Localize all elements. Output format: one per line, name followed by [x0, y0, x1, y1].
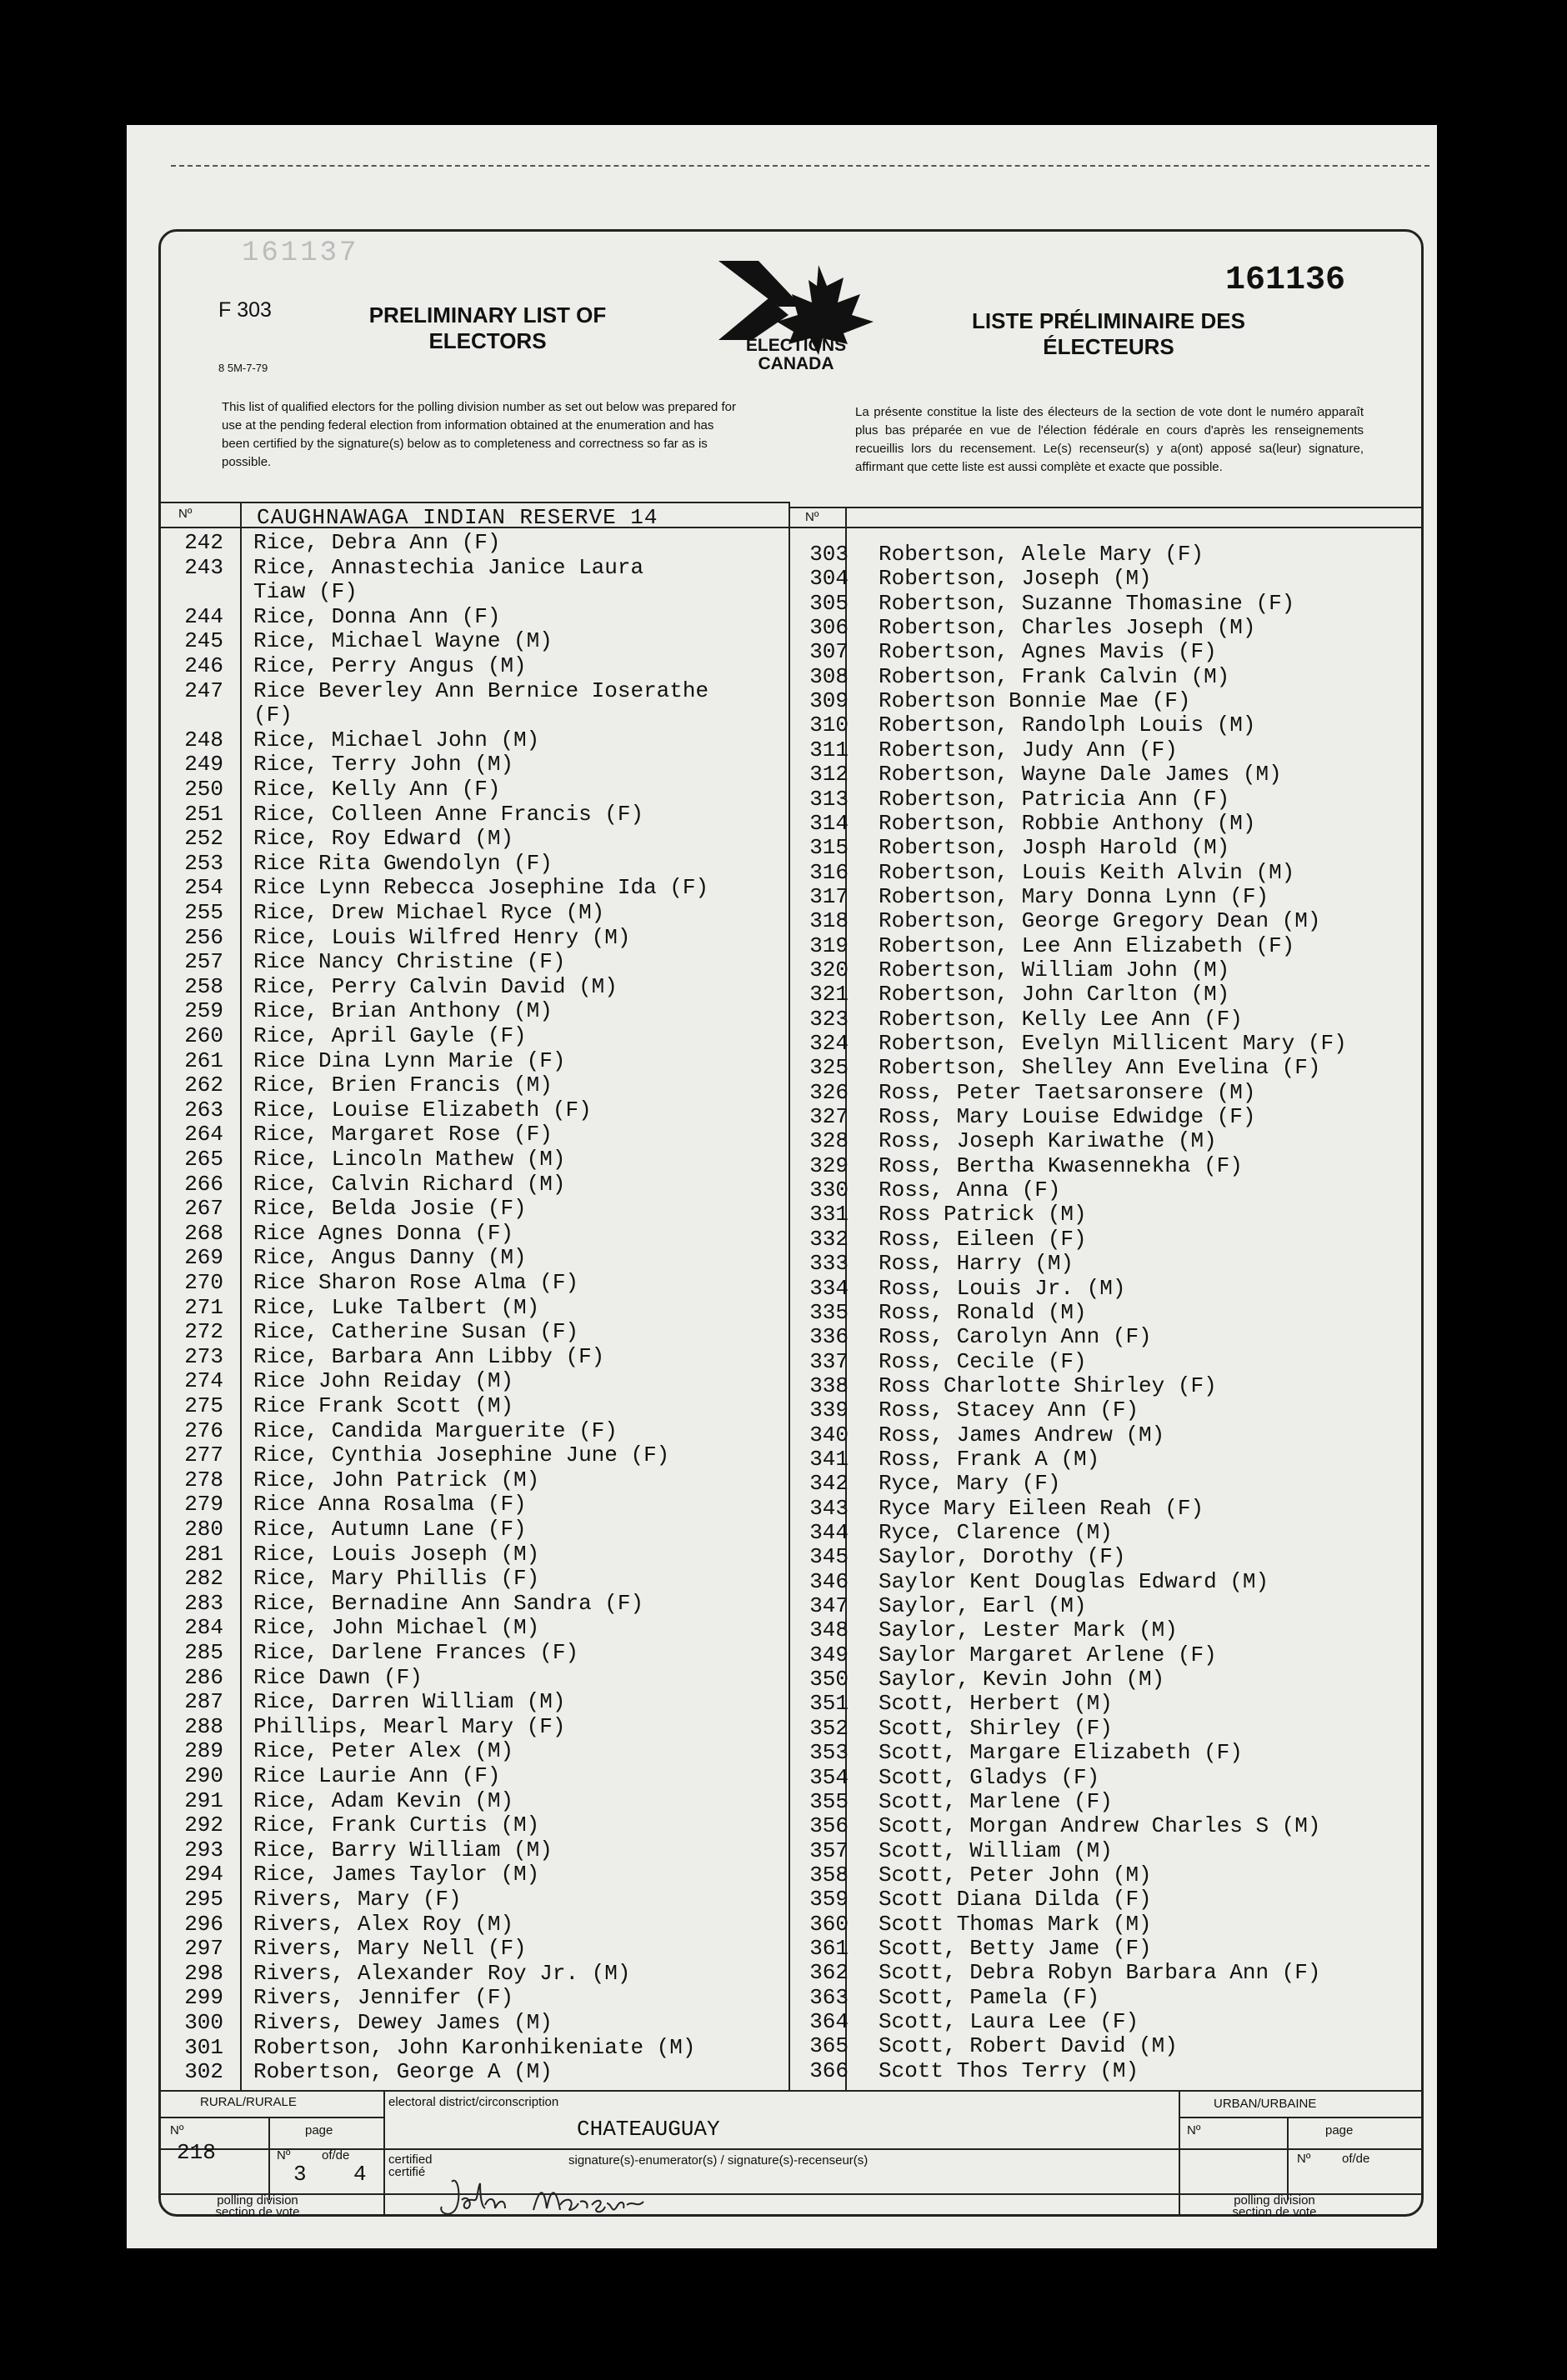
urban-no-label: Nº: [1187, 2123, 1201, 2138]
elector-name: Scott, Margare Elizabeth (F): [879, 1740, 1243, 1766]
elector-name: Ross, Bertha Kwasennekha (F): [879, 1152, 1243, 1178]
elector-name: Ross, Joseph Kariwathe (M): [879, 1128, 1217, 1154]
elector-number: 355: [809, 1788, 849, 1814]
elector-number: 261: [184, 1048, 223, 1073]
elector-name: Scott, Morgan Andrew Charles S (M): [879, 1813, 1321, 1839]
elector-name: Ross, Frank A (M): [879, 1446, 1100, 1472]
elector-name: Rice, Perry Calvin David (M): [253, 973, 618, 999]
elector-name: Rice, Adam Kevin (M): [253, 1788, 514, 1813]
page-edge-dashes: [171, 165, 1429, 167]
logo-line-1: ELECTIONS: [745, 336, 847, 355]
elector-number: 289: [184, 1738, 223, 1764]
elector-name: Rice Lynn Rebecca Josephine Ida (F): [253, 875, 709, 901]
elector-number: 300: [184, 2010, 223, 2035]
urban-label: URBAN/URBAINE: [1214, 2097, 1317, 2111]
elector-name: Rice Anna Rosalma (F): [253, 1492, 527, 1518]
elector-number: 247: [184, 678, 223, 703]
enumerator-signature: [433, 2167, 717, 2225]
elector-name: Rivers, Jennifer (F): [253, 1985, 514, 2011]
elector-name: Rice, Angus Danny (M): [253, 1245, 527, 1271]
elector-number: 321: [809, 982, 849, 1008]
elector-number: 349: [809, 1642, 849, 1668]
elector-number: 333: [809, 1251, 849, 1277]
elector-name: Rice Nancy Christine (F): [253, 949, 566, 975]
title-english: [333, 302, 642, 354]
elector-number: 277: [184, 1442, 223, 1468]
elector-number: 263: [184, 1097, 223, 1122]
elector-number: 345: [809, 1544, 849, 1570]
elector-number: 256: [184, 924, 223, 950]
page-total: 4: [353, 2162, 367, 2187]
elector-number: 341: [809, 1446, 849, 1472]
elector-number: 282: [184, 1566, 223, 1592]
elector-name: Robertson, Frank Calvin (M): [879, 663, 1230, 689]
elector-number: 335: [809, 1299, 849, 1325]
elector-number: 286: [184, 1664, 223, 1690]
intro-french: La présente constitue la liste des électeurs de la section de vote dont le numéro apparaît plus bas préparée en vue de l'élection fédérale en cours d'après les renseignements recueillis lors du recensement. Le(s) recenseur(s) y a(ont) apposé sa(leur) signature, affirmant que cette liste est aussi complète et exacte que possible.: [855, 405, 1364, 474]
elector-name: Ross Charlotte Shirley (F): [879, 1372, 1217, 1398]
elector-name: Rice, April Gayle (F): [253, 1023, 527, 1048]
elector-number: 309: [809, 688, 849, 714]
elector-name: Scott, William (M): [879, 1838, 1113, 1863]
elector-name: Phillips, Mearl Mary (F): [253, 1713, 566, 1739]
elector-number: 307: [809, 639, 849, 665]
elector-number: 358: [809, 1862, 849, 1888]
elector-name: Ross, James Andrew (M): [879, 1422, 1165, 1448]
elector-name: Rice, Frank Curtis (M): [253, 1812, 540, 1838]
elector-name: Robertson, Charles Joseph (M): [879, 615, 1256, 641]
elector-name: Robertson, Wayne Dale James (M): [879, 762, 1282, 788]
elector-number: 313: [809, 786, 849, 812]
elector-number: 331: [809, 1202, 849, 1228]
reserve-name: CAUGHNAWAGA INDIAN RESERVE 14: [257, 505, 658, 530]
certified-label: certified certifié: [388, 2152, 433, 2179]
elector-number: 290: [184, 1763, 223, 1788]
elector-number: 327: [809, 1104, 849, 1130]
elector-number: 288: [184, 1713, 223, 1739]
elector-number: 285: [184, 1640, 223, 1665]
left-number-divider: [240, 502, 242, 2092]
elector-name: Ross, Cecile (F): [879, 1348, 1087, 1374]
elector-number: 344: [809, 1520, 849, 1545]
elector-name: Saylor Margaret Arlene (F): [879, 1642, 1217, 1668]
elector-number: 291: [184, 1788, 223, 1813]
elector-number: 312: [809, 762, 849, 788]
elector-number: 296: [184, 1911, 223, 1937]
elector-name: Rice, Mary Phillis (F): [253, 1566, 540, 1592]
elector-number: 347: [809, 1593, 849, 1619]
elector-name: Rice, Brien Francis (M): [253, 1072, 553, 1098]
title-english-line-1: PRELIMINARY LIST OF: [368, 302, 607, 328]
elector-name: Scott, Herbert (M): [879, 1691, 1113, 1717]
elector-name: Rice Dina Lynn Marie (F): [253, 1048, 566, 1073]
elector-number: 254: [184, 875, 223, 901]
elector-number: 365: [809, 2033, 849, 2059]
elector-name: Robertson, John Carlton (M): [879, 982, 1230, 1008]
elector-name: Rice, Perry Angus (M): [253, 653, 527, 678]
elector-name: Robertson, Lee Ann Elizabeth (F): [879, 932, 1295, 958]
elector-number: 251: [184, 801, 223, 827]
elector-name: Rice, John Michael (M): [253, 1615, 540, 1641]
elector-name: Rice, Terry John (M): [253, 752, 514, 778]
elector-number: 287: [184, 1689, 223, 1715]
elector-name: Saylor, Earl (M): [879, 1593, 1087, 1619]
elector-name: Rice, Autumn Lane (F): [253, 1517, 527, 1542]
elector-number: 272: [184, 1319, 223, 1345]
elector-name: Robertson, Kelly Lee Ann (F): [879, 1006, 1243, 1032]
elector-name: Robertson, Joseph (M): [879, 566, 1152, 592]
elector-name: Rice, Luke Talbert (M): [253, 1294, 540, 1320]
elector-name: Scott, Pamela (F): [879, 1984, 1100, 2010]
elector-name: Tiaw (F): [253, 579, 358, 605]
elector-name: Rice, Colleen Anne Francis (F): [253, 801, 644, 827]
elector-number: 318: [809, 908, 849, 934]
elector-name: Rice, Kelly Ann (F): [253, 777, 501, 802]
elector-number: 361: [809, 1935, 849, 1961]
elector-number: 336: [809, 1324, 849, 1350]
elector-name: Ross, Harry (M): [879, 1251, 1074, 1277]
elector-name: Saylor, Kevin John (M): [879, 1667, 1165, 1692]
elector-name: Rivers, Alex Roy (M): [253, 1911, 514, 1937]
right-no-label: Nº: [805, 510, 819, 524]
elector-name: Rice, Calvin Richard (M): [253, 1171, 566, 1197]
elector-name: Scott, Robert David (M): [879, 2033, 1178, 2059]
elector-number: 281: [184, 1541, 223, 1567]
elector-name: Rice, Lincoln Mathew (M): [253, 1147, 566, 1172]
elector-name: Saylor, Lester Mark (M): [879, 1618, 1178, 1643]
rural-page-label: page: [305, 2123, 333, 2138]
elector-number: 338: [809, 1372, 849, 1398]
elector-name: Rice Laurie Ann (F): [253, 1763, 501, 1788]
elector-name: (F): [253, 702, 293, 728]
footer-urban-sub-line: [1179, 2117, 1424, 2118]
elector-number: 268: [184, 1220, 223, 1246]
elector-number: 352: [809, 1715, 849, 1741]
urban-polling-label: polling division section de vote: [1232, 2193, 1317, 2219]
elector-number: 343: [809, 1495, 849, 1521]
serial-number: 161136: [1225, 262, 1346, 299]
elector-name: Rice, Darren William (M): [253, 1689, 566, 1715]
elector-number: 262: [184, 1072, 223, 1098]
elector-number: 242: [184, 530, 223, 555]
elector-number: 348: [809, 1618, 849, 1643]
elector-number: 323: [809, 1006, 849, 1032]
elector-name: Robertson, William John (M): [879, 957, 1230, 982]
left-no-label: Nº: [178, 507, 193, 521]
elector-name: Saylor Kent Douglas Edward (M): [879, 1568, 1269, 1594]
elector-number: 366: [809, 2058, 849, 2083]
elector-number: 258: [184, 973, 223, 999]
elector-name: Rice John Reiday (M): [253, 1368, 514, 1394]
elector-number: 284: [184, 1615, 223, 1641]
elector-name: Ross, Louis Jr. (M): [879, 1275, 1126, 1301]
rural-of-label: of/de: [322, 2148, 350, 2162]
logo-wordmark: [700, 337, 892, 373]
elector-number: 260: [184, 1023, 223, 1048]
elector-name: Scott, Laura Lee (F): [879, 2009, 1139, 2034]
signature-label: signature(s)-enumerator(s) / signature(s)-recenseur(s): [568, 2153, 869, 2168]
elector-number: 305: [809, 590, 849, 616]
rural-label: RURAL/RURALE: [200, 2095, 297, 2109]
title-english-line-2: ELECTORS: [428, 328, 547, 353]
elector-number: 269: [184, 1245, 223, 1271]
elector-name: Rice, James Taylor (M): [253, 1862, 540, 1888]
rural-no-label: Nº: [170, 2123, 184, 2138]
elector-name: Ross, Mary Louise Edwidge (F): [879, 1104, 1256, 1130]
elector-number: 303: [809, 542, 849, 567]
elector-name: Robertson, Evelyn Millicent Mary (F): [879, 1031, 1347, 1056]
elector-name: Rice Beverley Ann Bernice Ioserathe: [253, 678, 709, 703]
elector-number: 278: [184, 1467, 223, 1492]
elector-name: Rice, Roy Edward (M): [253, 826, 514, 852]
elector-number: 293: [184, 1837, 223, 1862]
logo-line-2: CANADA: [758, 354, 834, 373]
elector-name: Rice Rita Gwendolyn (F): [253, 850, 553, 876]
elector-name: Robertson, Agnes Mavis (F): [879, 639, 1217, 665]
elector-name: Rice, Barry William (M): [253, 1837, 553, 1862]
elector-number: 317: [809, 883, 849, 909]
elector-number: 328: [809, 1128, 849, 1154]
elector-number: 319: [809, 932, 849, 958]
print-code: 8 5M-7-79: [218, 362, 268, 374]
elector-number: 252: [184, 826, 223, 852]
elector-name: Ross Patrick (M): [879, 1202, 1087, 1228]
elector-number: 329: [809, 1152, 849, 1178]
elector-number: 265: [184, 1147, 223, 1172]
elector-number: 339: [809, 1398, 849, 1423]
elector-number: 340: [809, 1422, 849, 1448]
elector-name: Scott, Gladys (F): [879, 1764, 1100, 1790]
elector-number: 311: [809, 737, 849, 762]
title-french-line-1: LISTE PRÉLIMINAIRE DES: [972, 308, 1245, 333]
elector-name: Robertson, Louis Keith Alvin (M): [879, 859, 1295, 885]
list-header-top: [158, 502, 789, 503]
elector-name: Rice, Margaret Rose (F): [253, 1122, 553, 1148]
elector-number: 249: [184, 752, 223, 778]
elector-name: Rice, Debra Ann (F): [253, 530, 501, 555]
elector-number: 244: [184, 603, 223, 629]
elector-number: 308: [809, 663, 849, 689]
elector-name: Robertson, George A (M): [253, 2059, 553, 2085]
elector-number: 283: [184, 1590, 223, 1616]
elector-name: Rice, Drew Michael Ryce (M): [253, 900, 605, 925]
elector-number: 295: [184, 1887, 223, 1912]
elector-name: Scott Thos Terry (M): [879, 2058, 1139, 2083]
elector-number: 253: [184, 850, 223, 876]
footer-urban-divider: [1179, 2090, 1180, 2217]
elector-name: Robertson, Mary Donna Lynn (F): [879, 883, 1269, 909]
elector-number: 259: [184, 998, 223, 1024]
elector-number: 274: [184, 1368, 223, 1394]
elector-number: 275: [184, 1393, 223, 1418]
elector-number: 243: [184, 554, 223, 580]
elector-name: Ross, Carolyn Ann (F): [879, 1324, 1152, 1350]
elector-number: 330: [809, 1178, 849, 1203]
elector-name: Rice Dawn (F): [253, 1664, 423, 1690]
footer-top-line: [158, 2090, 1424, 2092]
elector-name: Ross, Stacey Ann (F): [879, 1398, 1139, 1423]
list-header-top-right: [789, 507, 1424, 508]
elector-number: 302: [184, 2059, 223, 2085]
elector-name: Robertson, Patricia Ann (F): [879, 786, 1230, 812]
rural-polling-label: polling division section de vote: [215, 2193, 300, 2219]
intro-english: This list of qualified electors for the polling division number as set out below was prepared for use at the pending federal election from information obtained at the enumeration and has been certified by the signature(s) below as to completeness and correctness so far as is possible.: [222, 400, 736, 469]
urban-page-no-label: Nº: [1297, 2152, 1311, 2166]
elector-name: Rice, Brian Anthony (M): [253, 998, 553, 1024]
elector-number: 270: [184, 1270, 223, 1295]
elector-number: 276: [184, 1418, 223, 1443]
elector-number: 266: [184, 1171, 223, 1197]
footer-rural-sub-line: [158, 2117, 383, 2118]
elector-number: 324: [809, 1031, 849, 1056]
elector-number: 315: [809, 835, 849, 861]
elector-number: 356: [809, 1813, 849, 1839]
rural-page-no-label: Nº: [277, 2148, 291, 2162]
elector-name: Scott, Shirley (F): [879, 1715, 1113, 1741]
elector-number: 342: [809, 1471, 849, 1497]
elector-number: 280: [184, 1517, 223, 1542]
elector-name: Rice, Peter Alex (M): [253, 1738, 514, 1764]
elector-name: Scott, Debra Robyn Barbara Ann (F): [879, 1960, 1321, 1986]
urban-page-label: page: [1325, 2123, 1354, 2138]
elector-number: 248: [184, 727, 223, 752]
elector-name: Rice, Cynthia Josephine June (F): [253, 1442, 670, 1468]
elector-name: Rice, Louis Wilfred Henry (M): [253, 924, 631, 950]
title-french: [950, 308, 1267, 360]
elector-name: Rice, Annastechia Janice Laura: [253, 554, 644, 580]
elector-name: Rice Frank Scott (M): [253, 1393, 514, 1418]
elector-number: 325: [809, 1055, 849, 1081]
page-number: 3: [293, 2162, 307, 2187]
elector-name: Rivers, Mary Nell (F): [253, 1936, 527, 1962]
elector-number: 314: [809, 810, 849, 836]
elector-name: Ryce, Mary (F): [879, 1471, 1061, 1497]
elector-name: Robertson, Alele Mary (F): [879, 542, 1204, 567]
elector-number: 351: [809, 1691, 849, 1717]
elector-name: Scott Thomas Mark (M): [879, 1911, 1152, 1937]
elector-number: 299: [184, 1985, 223, 2011]
elector-number: 297: [184, 1936, 223, 1962]
elector-number: 292: [184, 1812, 223, 1838]
elector-number: 334: [809, 1275, 849, 1301]
elector-name: Robertson, Randolph Louis (M): [879, 712, 1256, 738]
elector-number: 320: [809, 957, 849, 982]
elector-name: Rivers, Alexander Roy Jr. (M): [253, 1960, 631, 1986]
elector-number: 354: [809, 1764, 849, 1790]
elector-number: 353: [809, 1740, 849, 1766]
elector-name: Rice, Donna Ann (F): [253, 603, 501, 629]
elector-name: Rice, Louise Elizabeth (F): [253, 1097, 592, 1122]
elector-name: Rice, John Patrick (M): [253, 1467, 540, 1492]
elector-name: Scott, Peter John (M): [879, 1862, 1152, 1888]
elector-name: Robertson, John Karonhikeniate (M): [253, 2034, 696, 2060]
elector-name: Rice, Michael John (M): [253, 727, 540, 752]
bleed-through-serial: 161137: [242, 238, 359, 269]
elector-name: Robertson, George Gregory Dean (M): [879, 908, 1321, 934]
elector-name: Scott, Betty Jame (F): [879, 1935, 1152, 1961]
elector-name: Robertson Bonnie Mae (F): [879, 688, 1191, 714]
elector-number: 271: [184, 1294, 223, 1320]
elector-number: 245: [184, 628, 223, 654]
elector-name: Robertson, Josph Harold (M): [879, 835, 1230, 861]
elector-number: 267: [184, 1196, 223, 1222]
elector-number: 337: [809, 1348, 849, 1374]
elector-number: 326: [809, 1079, 849, 1105]
elector-name: Rice, Belda Josie (F): [253, 1196, 527, 1222]
district-label: electoral district/circonscription: [388, 2095, 559, 2109]
elector-name: Saylor, Dorothy (F): [879, 1544, 1126, 1570]
elector-number: 301: [184, 2034, 223, 2060]
elector-number: 346: [809, 1568, 849, 1594]
form-code: F 303: [218, 298, 272, 322]
elector-name: Rice, Darlene Frances (F): [253, 1640, 579, 1665]
elector-number: 255: [184, 900, 223, 925]
title-french-line-2: ÉLECTEURS: [1043, 334, 1174, 359]
polling-division-number: 218: [177, 2140, 216, 2165]
elector-name: Robertson, Suzanne Thomasine (F): [879, 590, 1295, 616]
elector-name: Scott, Marlene (F): [879, 1788, 1113, 1814]
elector-name: Robertson, Robbie Anthony (M): [879, 810, 1256, 836]
elector-number: 246: [184, 653, 223, 678]
elector-name: Robertson, Shelley Ann Evelina (F): [879, 1055, 1321, 1081]
elector-number: 310: [809, 712, 849, 738]
elector-name: Ross, Eileen (F): [879, 1226, 1087, 1252]
elector-number: 332: [809, 1226, 849, 1252]
elector-name: Rice Agnes Donna (F): [253, 1220, 514, 1246]
elector-name: Rice, Candida Marguerite (F): [253, 1418, 618, 1443]
elector-name: Ross, Anna (F): [879, 1178, 1061, 1203]
urban-of-label: of/de: [1342, 2152, 1370, 2166]
elector-number: 304: [809, 566, 849, 592]
elector-number: 357: [809, 1838, 849, 1863]
elector-number: 264: [184, 1122, 223, 1148]
elector-number: 360: [809, 1911, 849, 1937]
elector-number: 294: [184, 1862, 223, 1888]
elector-number: 362: [809, 1960, 849, 1986]
elector-number: 364: [809, 2009, 849, 2034]
elector-number: 279: [184, 1492, 223, 1518]
elector-number: 316: [809, 859, 849, 885]
elector-name: Ross, Ronald (M): [879, 1299, 1087, 1325]
elector-number: 298: [184, 1960, 223, 1986]
elector-name: Rice Sharon Rose Alma (F): [253, 1270, 579, 1295]
elector-name: Ryce, Clarence (M): [879, 1520, 1113, 1545]
elector-number: 350: [809, 1667, 849, 1692]
elector-name: Ross, Peter Taetsaronsere (M): [879, 1079, 1256, 1105]
elector-name: Rice, Michael Wayne (M): [253, 628, 553, 654]
elector-number: 306: [809, 615, 849, 641]
footer-rural-divider: [383, 2090, 385, 2217]
elector-name: Robertson, Judy Ann (F): [879, 737, 1178, 762]
elector-number: 273: [184, 1343, 223, 1369]
elector-name: Rice, Bernadine Ann Sandra (F): [253, 1590, 644, 1616]
elector-number: 250: [184, 777, 223, 802]
elector-number: 363: [809, 1984, 849, 2010]
district-name: CHATEAUGUAY: [577, 2117, 720, 2142]
elector-name: Rivers, Mary (F): [253, 1887, 462, 1912]
elector-name: Rice, Barbara Ann Libby (F): [253, 1343, 605, 1369]
footer-rural-page-divider: [268, 2117, 270, 2200]
elector-name: Rice, Louis Joseph (M): [253, 1541, 540, 1567]
elector-name: Rice, Catherine Susan (F): [253, 1319, 579, 1345]
elector-name: Scott Diana Dilda (F): [879, 1887, 1152, 1912]
elector-name: Ryce Mary Eileen Reah (F): [879, 1495, 1204, 1521]
footer-urban-page-divider: [1287, 2117, 1289, 2200]
elector-name: Rivers, Dewey James (M): [253, 2010, 553, 2035]
elector-number: 257: [184, 949, 223, 975]
elector-number: 359: [809, 1887, 849, 1912]
